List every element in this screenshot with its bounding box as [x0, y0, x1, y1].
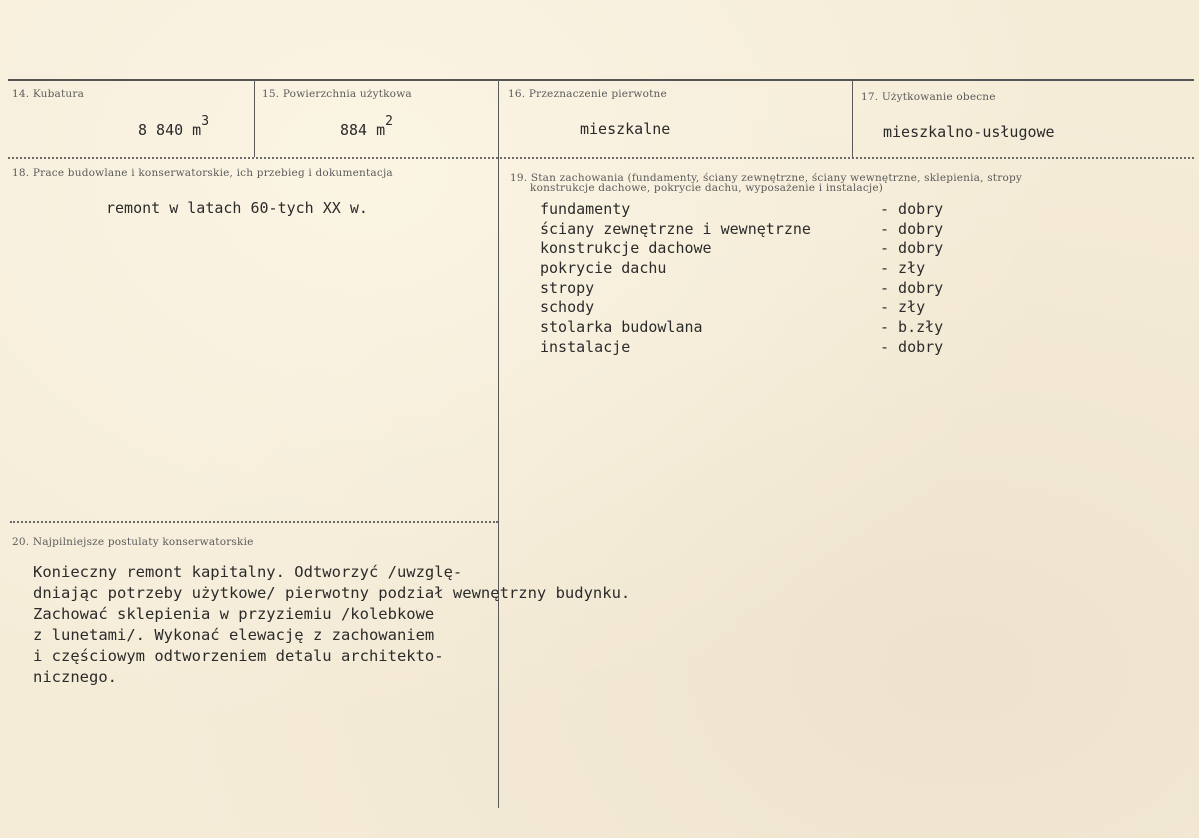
- prace-label: 18. Prace budowlane i konserwatorskie, ich przebieg i dokumentacja: [12, 167, 393, 179]
- prace-value: remont w latach 60-tych XX w.: [106, 199, 368, 217]
- postulaty-line: i częściowym odtworzeniem detalu architekto-: [33, 647, 444, 665]
- section-20-divider: [10, 521, 498, 523]
- kubatura-value: [138, 114, 210, 139]
- uzytkowanie-label: 17. Użytkowanie obecne: [861, 91, 996, 103]
- condition-state: - dobry: [880, 239, 944, 258]
- powierzchnia-value: [340, 114, 393, 139]
- col-divider-1: [254, 80, 255, 157]
- condition-element: instalacje: [540, 337, 631, 356]
- postulaty-line: Konieczny remont kapitalny. Odtworzyć /uwzglę-: [33, 563, 463, 581]
- condition-state: - zły: [880, 259, 926, 278]
- row-divider: [8, 157, 1194, 159]
- powierzchnia-label: 15. Powierzchnia użytkowa: [262, 88, 412, 100]
- postulaty-line: nicznego.: [33, 668, 117, 686]
- kubatura-label: 14. Kubatura: [12, 88, 85, 100]
- powierzchnia-unit-exponent: 2: [385, 114, 393, 129]
- condition-state: - dobry: [880, 337, 944, 356]
- condition-element: fundamenty: [540, 200, 631, 218]
- postulaty-line: z lunetami/. Wykonać elewację z zachowaniem: [33, 626, 435, 644]
- kubatura-unit-exponent: 3: [201, 114, 210, 129]
- postulaty-label: 20. Najpilniejsze postulaty konserwatorskie: [12, 536, 254, 548]
- condition-element: schody: [540, 298, 595, 317]
- col-divider-2: [498, 80, 499, 808]
- condition-element: ściany zewnętrzne i wewnętrzne: [540, 219, 811, 238]
- uzytkowanie-value: mieszkalno-usługowe: [883, 123, 1055, 141]
- condition-state: - dobry: [880, 219, 944, 238]
- condition-element: konstrukcje dachowe: [540, 239, 712, 258]
- col-divider-3: [852, 80, 853, 157]
- condition-element: pokrycie dachu: [540, 259, 667, 278]
- condition-element: stolarka budowlana: [540, 318, 703, 337]
- condition-state: - b.zły: [880, 318, 944, 337]
- postulaty-text: [33, 562, 630, 688]
- condition-state: - dobry: [880, 278, 944, 297]
- condition-state: - dobry: [880, 200, 944, 218]
- powierzchnia-number: 884 m: [340, 121, 386, 139]
- stan-label-line2: konstrukcje dachowe, pokrycie dachu, wyposażenie i instalacje): [530, 182, 884, 194]
- przeznaczenie-label: 16. Przeznaczenie pierwotne: [508, 88, 667, 100]
- przeznaczenie-value: mieszkalne: [580, 120, 671, 138]
- postulaty-line: dniając potrzeby użytkowe/ pierwotny podział wewnętrzny budynku.: [33, 584, 631, 602]
- stan-label-line1: 19. Stan zachowania (fundamenty, ściany zewnętrzne, ściany wewnętrzne, sklepienia, stropy: [510, 172, 1023, 184]
- kubatura-number: 8 840 m: [138, 121, 202, 139]
- top-rule: [8, 79, 1194, 81]
- condition-element: stropy: [540, 278, 595, 297]
- postulaty-line: Zachować sklepienia w przyziemiu /kolebkowe: [33, 605, 435, 623]
- condition-state: - zły: [880, 298, 926, 317]
